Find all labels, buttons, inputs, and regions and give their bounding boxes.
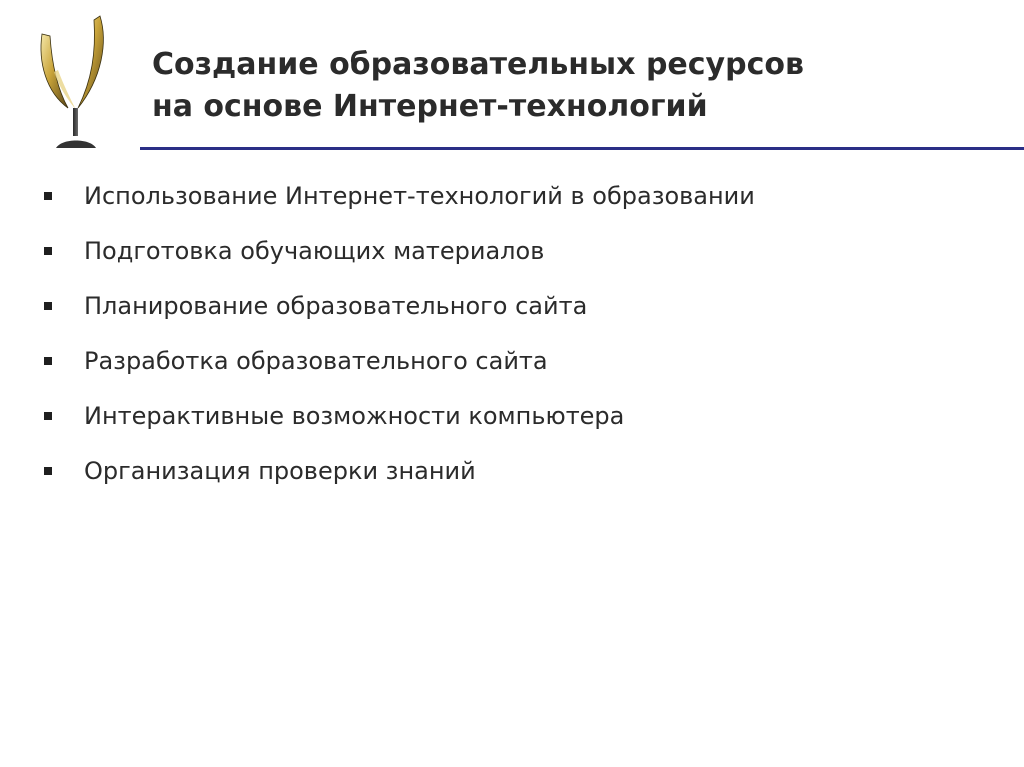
list-item-text: Планирование образовательного сайта: [84, 291, 588, 320]
square-bullet-icon: [44, 357, 52, 365]
list-item-text: Использование Интернет-технологий в образовании: [84, 181, 755, 210]
glass-goblet-icon: [28, 12, 124, 150]
square-bullet-icon: [44, 192, 52, 200]
square-bullet-icon: [44, 412, 52, 420]
list-item: [44, 278, 755, 333]
bullet-list: [44, 168, 755, 498]
square-bullet-icon: [44, 247, 52, 255]
square-bullet-icon: [44, 302, 52, 310]
list-item: [44, 333, 755, 388]
slide-title-line-1: Создание образовательных ресурсов: [152, 47, 804, 82]
square-bullet-icon: [44, 467, 52, 475]
list-item: [44, 388, 755, 443]
slide-title-line-2: на основе Интернет-технологий: [152, 89, 708, 124]
list-item-text: Разработка образовательного сайта: [84, 346, 548, 375]
list-item-text: Подготовка обучающих материалов: [84, 236, 545, 265]
title-divider: [140, 147, 1024, 150]
list-item: [44, 168, 755, 223]
list-item: [44, 443, 755, 498]
list-item: [44, 223, 755, 278]
list-item-text: Организация проверки знаний: [84, 456, 476, 485]
list-item-text: Интерактивные возможности компьютера: [84, 401, 625, 430]
slide-title: [152, 44, 1012, 128]
